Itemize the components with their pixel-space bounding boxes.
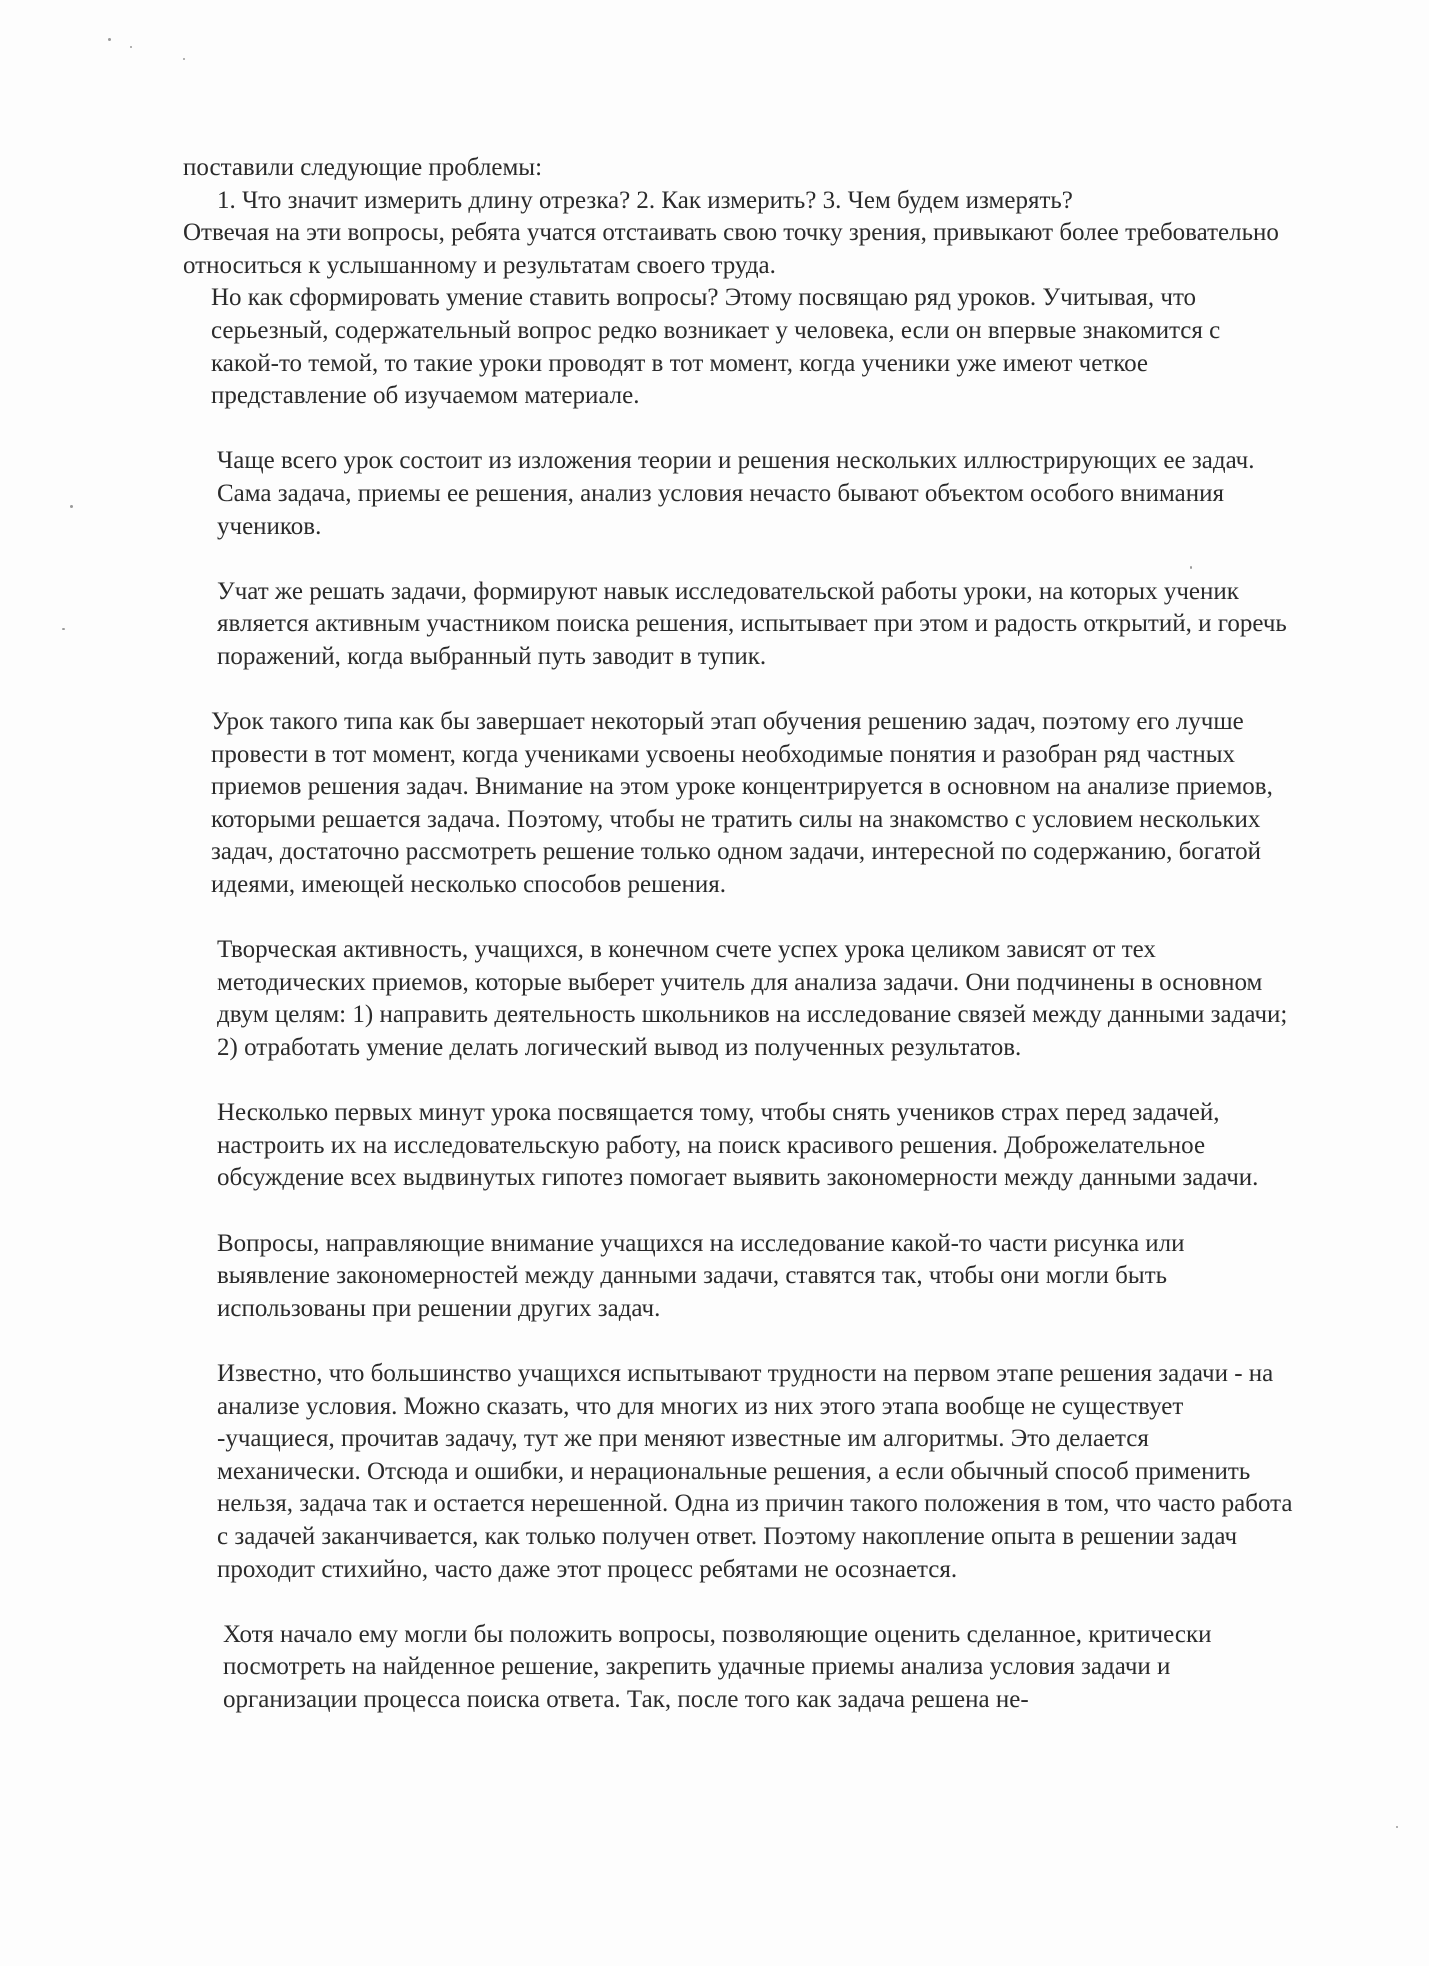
paragraph: Но как сформировать умение ставить вопросы? Этому посвящаю ряд уроков. Учитывая, что серьезный, содержательный вопрос редко возникает у человека, если он впервые знакомится с какой-то темой, то такие уроки проводят в тот момент, когда ученики уже имеют четкое представление об изучаемом материале.	[211, 284, 1221, 410]
paragraph-gap	[183, 674, 1293, 707]
paragraph-gap	[183, 902, 1293, 935]
paragraph: Отвечая на эти вопросы, ребята учатся отстаивать свою точку зрения, привыкают более требовательно относиться к услышанному и результатам своего труда.	[183, 219, 1279, 279]
paragraph: Хотя начало ему могли бы положить вопросы, позволяющие оценить сделанное, критически посмотреть на найденное решение, закрепить удачные приемы анализа условия задачи и организации процесса поиска ответа. Так, после того как задача решена не-	[223, 1620, 1212, 1713]
scan-speck	[108, 38, 111, 41]
document-body	[183, 152, 1293, 1717]
paragraph: Несколько первых минут урока посвящается тому, чтобы снять учеников страх перед задачей, настроить их на исследовательскую работу, на поиск красивого решения. Доброжелательное обсуждение всех выдвинутых гипотез помогает выявить закономерности между данными задачи.	[217, 1099, 1259, 1192]
paragraph: Вопросы, направляющие внимание учащихся на исследование какой-то части рисунка или выявление закономерностей между данными задачи, ставятся так, чтобы они могли быть использованы при решении других задач.	[217, 1229, 1185, 1322]
paragraph-gap	[183, 1586, 1293, 1619]
paragraph: 1. Что значит измерить длину отрезка? 2. Как измерить? 3. Чем будем измерять?	[217, 186, 1073, 214]
paragraph: поставили следующие проблемы:	[183, 154, 543, 181]
scan-speck	[1396, 1826, 1398, 1828]
scan-speck	[62, 628, 65, 630]
paragraph: Творческая активность, учащихся, в конечном счете успех урока целиком зависят от тех методических приемов, которые выберет учитель для анализа задачи. Они подчинены в основном двум целям: 1) направить деятельность школьников на исследование связей между данными задачи; 2) отработать умение делать логический вывод из полученных результатов.	[217, 936, 1288, 1062]
scan-speck	[130, 46, 132, 48]
paragraph: Урок такого типа как бы завершает некоторый этап обучения решению задач, поэтому его лучше провести в тот момент, когда учениками усвоены необходимые понятия и разобран ряд частных приемов решения задач. Внимание на этом уроке концентрируется в основном на анализе приемов, которыми решается задача. Поэтому, чтобы не тратить силы на знакомство с условием нескольких задач, достаточно рассмотреть решение только одном задачи, интересной по содержанию, богатой идеями, имеющей несколько способов решения.	[211, 708, 1273, 899]
paragraph-gap	[183, 413, 1293, 446]
paragraph: Учат же решать задачи, формируют навык исследовательской работы уроки, на которых ученик является активным участником поиска решения, испытывает при этом и радость открытий, и горечь поражений, когда выбранный путь заводит в тупик.	[217, 577, 1287, 670]
paragraph-gap	[183, 1065, 1293, 1098]
paragraph-gap	[183, 543, 1293, 576]
paragraph: Известно, что большинство учащихся испытывают трудности на первом этапе решения задачи - на анализе условия. Можно сказать, что для многих из них этого этапа вообще не существует -учащиеся, прочитав задачу, тут же при меняют известные им алгоритмы. Это делается механически. Отсюда и ошибки, и нерациональные решения, а если обычный способ применить нельзя, задача так и остается нерешенной. Одна из причин такого положения в том, что часто работа с задачей заканчивается, как только получен ответ. Поэтому накопление опыта в решении задач проходит стихийно, часто даже этот процесс ребятами не осознается.	[217, 1359, 1293, 1583]
scan-speck	[183, 58, 185, 60]
paragraph: Чаще всего урок состоит из изложения теории и решения нескольких иллюстрирующих ее задач. Сама задача, приемы ее решения, анализ условия нечасто бывают объектом особого внимания учеников.	[217, 447, 1255, 540]
paragraph-gap	[183, 1325, 1293, 1358]
scan-speck	[70, 505, 73, 508]
paragraph-gap	[183, 1195, 1293, 1228]
